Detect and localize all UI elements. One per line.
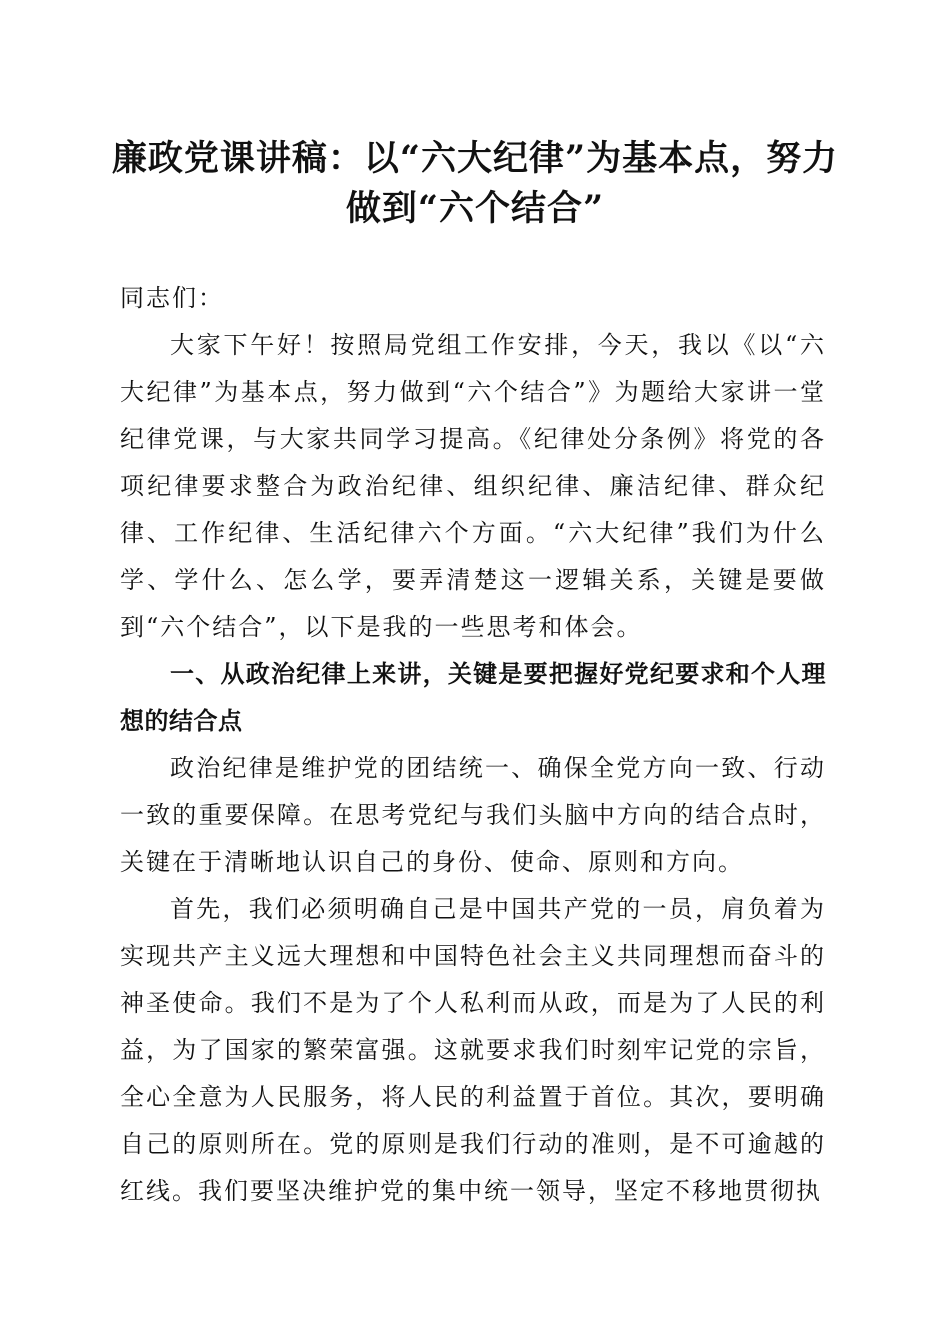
document-title: 廉政党课讲稿：以“六大纪律”为基本点，努力做到“六个结合” — [111, 138, 839, 229]
section-heading: 一、从政治纪律上来讲，关键是要把握好党纪要求和个人理想的结合点 — [120, 660, 826, 735]
document-body — [120, 275, 826, 1215]
intro-paragraph: 大家下午好！按照局党组工作安排，今天，我以《以“六大纪律”为基本点，努力做到“六个结合”》为题给大家讲一堂纪律党课，与大家共同学习提高。《纪律处分条例》将党的各项纪律要求整合为政治纪律、组织纪律、廉洁纪律、群众纪律、工作纪律、生活纪律六个方面。“六大纪律”我们为什么学、学什么、怎么学，要弄清楚这一逻辑关系，关键是要做到“六个结合”，以下是我的一些思考和体会。 — [120, 331, 826, 641]
section-paragraph: 政治纪律是维护党的团结统一、确保全党方向一致、行动一致的重要保障。在思考党纪与我们头脑中方向的结合点时，关键在于清晰地认识自己的身份、使命、原则和方向。 — [120, 754, 826, 876]
section-paragraph: 首先，我们必须明确自己是中国共产党的一员，肩负着为实现共产主义远大理想和中国特色社会主义共同理想而奋斗的神圣使命。我们不是为了个人私利而从政，而是为了人民的利益，为了国家的繁荣富强。这就要求我们时刻牢记党的宗旨，全心全意为人民服务，将人民的利益置于首位。其次，要明确自己的原则所在。党的原则是我们行动的准则，是不可逾越的红线。我们要坚决维护党的集中统一领导，坚定不移地贯彻执 — [120, 895, 826, 1205]
salutation: 同志们： — [120, 284, 224, 312]
